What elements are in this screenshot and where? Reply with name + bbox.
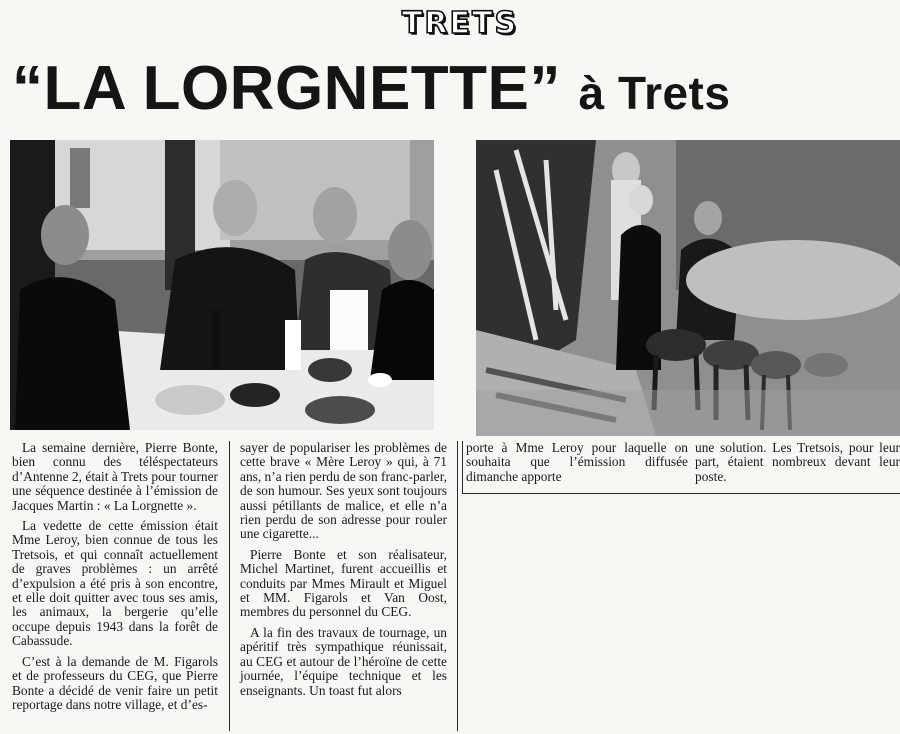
headline-main: “LA LORGNETTE” xyxy=(12,54,561,123)
headline-tail: à Trets xyxy=(578,67,731,119)
photo-table-gathering xyxy=(10,140,434,430)
article-paragraph: C’est à la demande de M. Figarols et de professeurs du CEG, que Pierre Bonte a décidé de venir faire un petit reportage dans notre village, et d’es- xyxy=(12,653,218,712)
article-paragraph: A la fin des travaux de tournage, un apéritif très sympathique réunissait, au CEG et autour de l’héroïne de cette journée, l’équipe technique et les enseignants. Un toast fut alors xyxy=(240,624,447,698)
column-rule xyxy=(462,441,463,493)
article-column-2 xyxy=(240,441,447,704)
headline xyxy=(12,52,898,130)
article-paragraph: sayer de populariser les problèmes de cette brave « Mère Leroy » qui, à 71 ans, n’a rien perdu de son franc-parler, de son humour. Ses yeux sont toujours aussi pétillants de malice, et elle n’a rien perdu de son adresse pour rouler une cigarette... xyxy=(240,440,447,542)
article-paragraph: La vedette de cette émission était Mme Leroy, bien connue de tous les Tretsois, et qui connaît actuellement de graves problèmes : un arrêté d’expulsion a été pris à son encontre, et elle doit quitter avec tous ses amis, les animaux, la bergerie qu’elle occupe depuis 1943 dans la forêt de Cabassude. xyxy=(12,518,218,649)
article-column-4 xyxy=(695,441,900,490)
article-column-3 xyxy=(466,441,688,490)
article-paragraph: Pierre Bonte et son réalisateur, Michel Martinet, furent accueillis et conduits par Mmes Mirault et Miguel et MM. Figarols et Van Oost, membres du personnel du CEG. xyxy=(240,546,447,620)
article-paragraph: La semaine dernière, Pierre Bonte, bien connu des téléspectateurs d’Antenne 2, était à Trets pour tourner une séquence destinée à l’émission de Jacques Martin : « La Lorgnette ». xyxy=(12,440,218,513)
column-rule xyxy=(457,441,458,731)
article-paragraph: porte à Mme Leroy pour laquelle on souhaita que l’émission diffusée dimanche apporte xyxy=(466,440,688,484)
section-kicker: TRETS xyxy=(401,6,519,41)
article-paragraph: une solution. Les Tretsois, pour leur part, étaient nombreux devant leur poste. xyxy=(695,440,900,484)
column-rule xyxy=(462,493,900,494)
article-column-1 xyxy=(12,441,218,718)
column-rule xyxy=(229,441,230,731)
photo-goats-outdoors xyxy=(476,140,900,436)
